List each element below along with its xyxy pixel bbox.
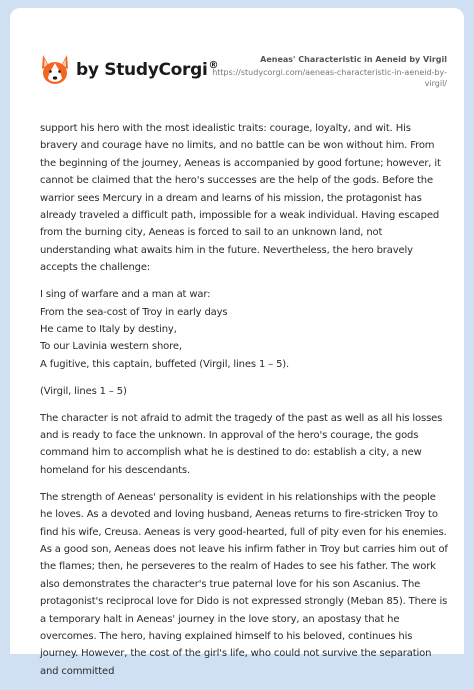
document-page: [10, 8, 464, 677]
poem-line-4: To our Lavinia western shore,: [40, 341, 182, 353]
registered-mark: ®: [208, 60, 219, 72]
document-title: Aeneas' Characteristic in Aeneid by Virgil: [260, 55, 447, 64]
document-body: [40, 120, 450, 690]
poem-line-5: A fugitive, this captain, buffeted (Virgil, lines 1 – 5).: [40, 358, 290, 370]
document-url[interactable]: [207, 67, 447, 89]
paragraph-2: The character is not afraid to admit the tragedy of the past as well as all his losses and is ready to face the unknown. In approval of the hero's courage, the gods command him to accomplish what he is destined to do: establish a city, a new homeland for his descendants.: [40, 412, 443, 476]
poem-line-1: I sing of warfare and a man at war:: [40, 289, 211, 301]
paragraph-1: support his hero with the most idealistic traits: courage, loyalty, and wit. His bravery and courage have no limits, and no battle can be won without him. From the beginning of the journey, Aeneas is accompanied by good fortune; however, it cannot be claimed that the hero's successes are the help of the gods. Before the warrior sees Mercury in a dream and learns of his mission, the protagonist has already traveled a difficult path, impossible for a weak individual. Having escaped from the burning city, Aeneas is forced to sail to an unknown land, not understanding what awaits him in the future. Nevertheless, the hero bravely accepts the challenge:: [40, 123, 441, 274]
document-meta: [207, 54, 447, 89]
studycorgi-logo[interactable]: [40, 52, 218, 88]
citation: (Virgil, lines 1 – 5): [40, 385, 127, 397]
page-header: [10, 8, 464, 118]
paragraph-3: The strength of Aeneas' personality is evident in his relationships with the people he loves. As a devoted and loving husband, Aeneas returns to fire-stricken Troy to find his wife, Creusa. Aeneas is very good-hearted, full of pity even for his enemies. As a good son, Aeneas does not leave his infirm father in Troy but carries him out of the flames; then, he perseveres to the realm of Hades to see his father. The work also demonstrates the character's true paternal love for his son Ascanius. The protagonist's reciprocal love for Dido is not expressed strongly (Meban 85). There is a temporary halt in Aeneas' journey in the love story, an apostasy that he overcomes. The hero, having explained himself to his beloved, continues his journey. However, the cost of the girl's life, who could not survive the separation and committed: [40, 491, 448, 677]
poem-line-3: He came to Italy by destiny,: [40, 323, 177, 335]
document-url-line2[interactable]: virgil/: [424, 79, 447, 88]
document-url-line1[interactable]: https://studycorgi.com/aeneas-characteristic-in-aeneid-by-: [212, 68, 447, 77]
poem-quote: [40, 286, 450, 373]
corgi-icon: [40, 53, 70, 87]
poem-line-2: From the sea-cost of Troy in early days: [40, 306, 228, 318]
brand-text: by StudyCorgi: [76, 60, 208, 80]
brand-name: [76, 60, 218, 80]
